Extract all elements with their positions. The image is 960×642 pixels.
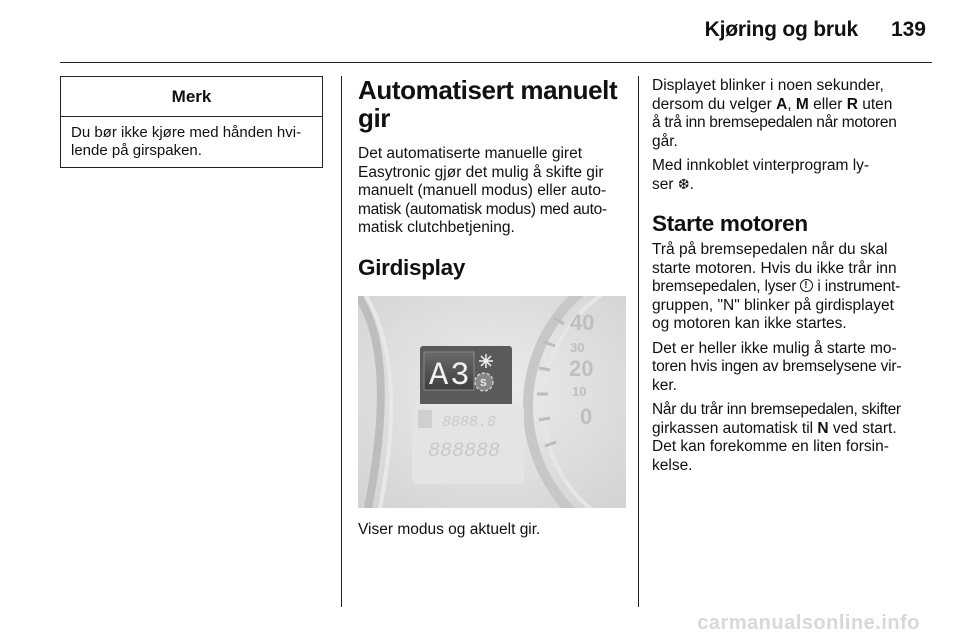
right-column xyxy=(652,76,924,475)
figure-caption: Viser modus og aktuelt gir. xyxy=(358,521,541,538)
note-line: lende på girspaken. xyxy=(71,142,202,159)
lcd-lower-bottom: 888888 xyxy=(428,439,501,463)
gauge-label: 10 xyxy=(572,383,587,399)
paragraph-blink: Displayet blinker i noen sekunder, dersom du velger A, M eller R uten å trå inn bremsepedalen når motoren går. xyxy=(652,77,897,150)
note-heading: Merk xyxy=(61,77,322,117)
note-body xyxy=(61,117,322,160)
lcd-lower-top: 8888.8 xyxy=(442,413,497,431)
gauge-label: 20 xyxy=(569,355,594,381)
snowflake-icon: ❆ xyxy=(677,175,690,192)
header-rule xyxy=(60,62,932,63)
paragraph-brakelights: Det er heller ikke mulig å starte mo- toren hvis ingen av bremselysene vir- ker. xyxy=(652,339,902,394)
intro-paragraph: Det automatiserte manuelle giret Easytronic gjør det mulig å skifte gir manuelt (manuell modus) eller auto- matisk (automatisk modus) med auto- matisk clutchbetjening. xyxy=(358,145,607,236)
note-box xyxy=(60,76,323,168)
paragraph-brake: Trå på bremsepedalen når du skal starte motoren. Hvis du ikke trår inn bremsepedalen, lyser ! i instrument- gruppen, "N" blinker på girdisplayet og motoren kan ikke startes. xyxy=(652,241,924,334)
column-divider-right xyxy=(638,76,639,607)
section-title-start-engine: Starte motoren xyxy=(652,211,808,236)
paragraph-winter: Med innkoblet vinterprogram ly- ser ❆. xyxy=(652,157,870,193)
svg-text:S: S xyxy=(480,377,487,389)
page-number: 139 xyxy=(890,18,926,41)
watermark: carmanualsonline.info xyxy=(697,612,920,634)
column-divider-left xyxy=(341,76,342,607)
running-header-title: Kjøring og bruk xyxy=(704,18,858,41)
middle-column xyxy=(358,76,626,540)
gauge-label: 40 xyxy=(570,309,595,335)
lcd-gear-text: A3 xyxy=(429,356,472,394)
gauge-label: 30 xyxy=(570,339,585,355)
paragraph-auto-neutral: Når du trår inn bremsepedalen, skifter girkassen automatisk til N ved start. Det kan forekomme en liten forsin- kelse. xyxy=(652,401,901,474)
gauge-label: 0 xyxy=(580,403,593,429)
brake-warning-icon xyxy=(800,279,813,292)
section-title-automated-gearbox: Automatisert manuelt gir xyxy=(358,75,618,133)
note-line: Du bør ikke kjøre med hånden hvi- xyxy=(71,124,302,141)
gear-display-figure xyxy=(358,296,626,508)
section-title-gear-display: Girdisplay xyxy=(358,254,466,280)
